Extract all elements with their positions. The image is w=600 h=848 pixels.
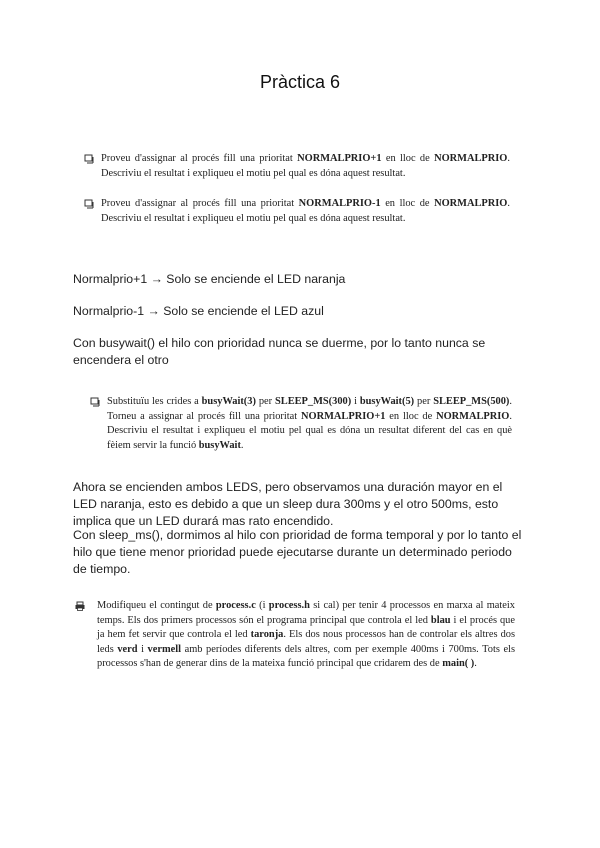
task-3-text: Substituïu les crides a busyWait(3) per SLEEP_MS(300) i busyWait(5) per SLEEP_MS(500). Torneu a assignar al procés fill una prioritat NORMALPRIO+1 en lloc de NORMALPRIO. Descriviu el resultat i expliqueu el motiu pel qual es dóna un resultat diferent del cas en què fèiem servir la funció busyWait. — [107, 396, 513, 451]
task-2 — [84, 197, 510, 226]
checkbox-icon — [84, 199, 94, 209]
checkbox-icon — [90, 397, 100, 407]
printer-icon — [75, 601, 85, 611]
task-2-text: Proveu d'assignar al procés fill una prioritat NORMALPRIO-1 en lloc de NORMALPRIO. Descriviu el resultat i expliqueu el motiu pel qual es dóna aquest resultat. — [101, 198, 510, 224]
task-1-text: Proveu d'assignar al procés fill una prioritat NORMALPRIO+1 en lloc de NORMALPRIO. Descriviu el resultat i expliqueu el motiu pel qual es dóna aquest resultat. — [101, 153, 510, 179]
task-3 — [90, 395, 512, 453]
answer-paragraph-1: Ahora se encienden ambos LEDS, pero observamos una duración mayor en el LED naranja, esto es debido a que un sleep dura 300ms y el otro 500ms, esto implica que un LED durará mas rato encendido. — [73, 480, 503, 528]
task-1 — [84, 152, 510, 181]
answer-line-2: Normalprio-1 → Solo se enciende el LED azul — [73, 304, 324, 318]
task-4 — [75, 599, 515, 672]
page-title: Pràctica 6 — [259, 72, 341, 92]
answer-line-3: Con busywait() el hilo con prioridad nunca se duerme, por lo tanto nunca se encendera el otro — [73, 336, 486, 367]
answer-paragraph-2: Con sleep_ms(), dormimos al hilo con prioridad de forma temporal y por lo tanto el hilo que tiene menor prioridad puede ejecutarse durante un determinado periodo de tiempo. — [73, 528, 522, 576]
checkbox-icon — [84, 154, 94, 164]
answer-line-1: Normalprio+1 → Solo se enciende el LED naranja — [73, 272, 346, 286]
task-4-text: Modifiqueu el contingut de process.c (i process.h si cal) per tenir 4 processos en marxa al mateix temps. Els dos primers processos són el programa principal que controla el led blau i el procés que ja hem fet servir que controla el led taronja. Els dos nous processos han de controlar els altres dos leds verd i vermell amb períodes diferents dels altres, com per exemple 400ms i 700ms. Tots els processos s'han de generar dins de la mateixa funció principal que cridarem des de main( ). — [97, 600, 516, 670]
